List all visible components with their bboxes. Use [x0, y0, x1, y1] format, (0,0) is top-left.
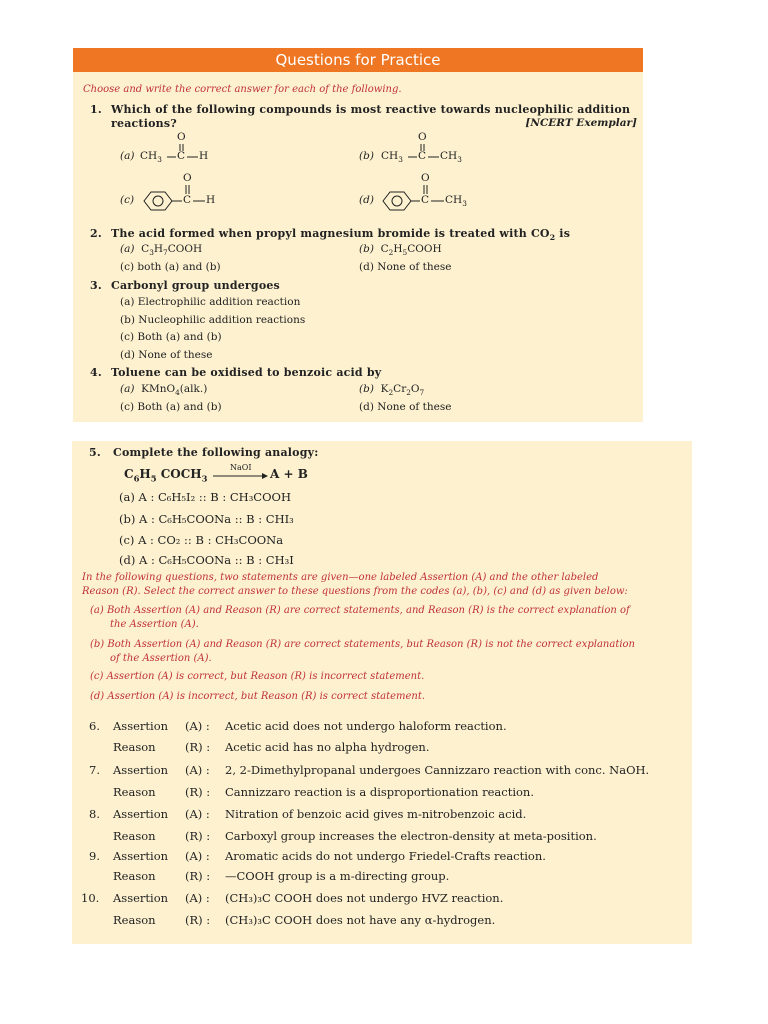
q1-text-cont: reactions?	[111, 117, 177, 130]
q5-equation-left: $C_6H_5$ $COCH_3$	[124, 467, 208, 484]
q4-opt-a: (a) KMnO$_4$(alk.)	[120, 383, 208, 398]
q1-opt-a-carbon: C	[177, 150, 186, 162]
code-a-line-1: (a) Both Assertion (A) and Reason (R) are correct statements, and Reason (R) is the correct explanation of	[90, 605, 630, 616]
q3-number: 3.	[90, 279, 102, 292]
q1-opt-c-oxygen: O	[183, 172, 192, 184]
q1-opt-c-label: (c)	[120, 194, 135, 206]
q5-opt-b: (b) A : C₆H₅COONa :: B : CHI₃	[119, 512, 294, 526]
q1-opt-d-right: $CH_3$	[445, 194, 467, 209]
q1-opt-a-label: (a)	[120, 150, 135, 162]
q3-opt-c: (c) Both (a) and (b)	[120, 331, 222, 343]
q1-opt-b-right: $CH_3$	[440, 150, 462, 165]
q1-opt-c-right: H	[206, 194, 216, 206]
code-b-line-1: (b) Both Assertion (A) and Reason (R) are correct statements, but Reason (R) is not the correct explanation	[90, 639, 635, 650]
code-d: (d) Assertion (A) is incorrect, but Reason (R) is correct statement.	[90, 691, 426, 702]
q1-opt-d-carbon: C	[421, 194, 430, 206]
q1-opt-b-left: $CH_3$	[381, 150, 403, 165]
q1-text: Which of the following compounds is most reactive towards nucleophilic addition	[111, 103, 631, 116]
q3-opt-b: (b) Nucleophilic addition reactions	[120, 314, 306, 326]
section-header: Questions for Practice	[73, 48, 643, 72]
q2-opt-a: (a) $C_3H_7COOH$	[120, 243, 203, 258]
q1-opt-a-oxygen: O	[177, 131, 186, 143]
q5-equation-right: A + B	[270, 467, 308, 481]
reaction-arrow-icon	[72, 441, 73, 442]
instruction: Choose and write the correct answer for each of the following.	[83, 84, 402, 95]
q5-arrow-label: NaOI	[230, 463, 252, 472]
assertion-intro-line-2: Reason (R). Select the correct answer to these questions from the codes (a), (b), (c) and (d) as given below:	[82, 586, 628, 597]
q1-opt-a-right: H	[199, 150, 209, 162]
q5-number: 5.	[89, 446, 101, 459]
q1-opt-c-carbon: C	[183, 194, 192, 206]
q3-opt-d: (d) None of these	[120, 349, 213, 361]
q5-opt-a: (a) A : C₆H₅I₂ :: B : CH₃COOH	[119, 490, 291, 504]
q4-opt-b: (b) $K_2Cr_2O_7$	[359, 383, 425, 398]
benzene-ring-icon	[73, 48, 74, 49]
practice-panel-2: 5. Complete the following analogy: $C_6H_5$ $COCH_3$ NaOI A + B (a) A : C₆H₅I₂ :: B : CH₃COOH (b) A : C₆H₅COONa :: B : CHI₃ (c) A : CO₂ :: B : CH₃COONa (d) A : C₆H₅COONa :: B : CH₃I In the following questions, two statements are given—one labeled Assertion (A) and the other labeled Reason (R). Select the correct answer to these questions from the codes (a), (b), (c) and (d) as given below: (a) Both Assertion (A) and Reason (R) are correct statements, and Reason (R) is the correct explanation of the Assertion (A). (b) Both Assertion (A) and Reason (R) are correct statements, but Reason (R) is not the correct explanation of the Assertion (A). (c) Assertion (A) is correct, but Reason (R) is incorrect statement. (d) Assertion (A) is incorrect, but Reason (R) is correct statement. 6. Assertion (A) : Acetic acid does not undergo haloform reaction. Reason (R) : Acetic acid has no alpha hydrogen. 7. Assertion (A) : 2, 2-Dimethylpropanal undergoes Cannizzaro reaction with conc. NaOH. Reason (R) : Cannizzaro reaction is a disproportionation reaction. 8. Assertion (A) : Nitration of benzoic acid gives m-nitrobenzoic acid. Reason (R) : Carboxyl group increases the electron-density at meta-position. 9. Assertion (A) : Aromatic acids do not undergo Friedel-Crafts reaction. Reason (R) : —COOH group is a m-directing group. 10. Assertion (A) : (CH₃)₃C COOH does not undergo HVZ reaction. Reason (R) : (CH₃)₃C COOH does not have any α-hydrogen.	[72, 441, 692, 944]
q4-text: Toluene can be oxidised to benzoic acid by	[111, 366, 382, 379]
q1-opt-a-left: $CH_3$	[140, 150, 162, 165]
q2-text: The acid formed when propyl magnesium bromide is treated with $CO_2$ is	[111, 227, 571, 243]
q1-opt-b-carbon: C	[418, 150, 427, 162]
code-b-line-2: of the Assertion (A).	[110, 653, 212, 664]
assertion-intro-line-1: In the following questions, two statements are given—one labeled Assertion (A) and the other labeled	[82, 572, 599, 583]
q1-number: 1.	[90, 103, 102, 116]
q1-source: [NCERT Exemplar]	[525, 117, 637, 129]
q1-opt-b-oxygen: O	[418, 131, 427, 143]
code-a-line-2: the Assertion (A).	[110, 619, 199, 630]
q2-opt-b: (b) $C_2H_5COOH$	[359, 243, 442, 258]
q2-number: 2.	[90, 227, 102, 240]
q3-text: Carbonyl group undergoes	[111, 279, 280, 292]
q5-text: Complete the following analogy:	[113, 446, 319, 459]
q5-opt-c: (c) A : CO₂ :: B : CH₃COONa	[119, 533, 284, 547]
practice-panel-1	[73, 48, 643, 422]
q4-number: 4.	[90, 366, 102, 379]
q3-opt-a: (a) Electrophilic addition reaction	[120, 296, 301, 308]
q1-opt-b-label: (b)	[359, 150, 374, 162]
code-c: (c) Assertion (A) is correct, but Reason (R) is incorrect statement.	[90, 671, 425, 682]
q4-opt-d: (d) None of these	[359, 401, 452, 413]
q1-opt-d-oxygen: O	[421, 172, 430, 184]
q2-opt-c: (c) both (a) and (b)	[120, 261, 221, 273]
q5-opt-d: (d) A : C₆H₅COONa :: B : CH₃I	[119, 553, 294, 567]
q2-opt-d: (d) None of these	[359, 261, 452, 273]
q1-opt-d-label: (d)	[359, 194, 374, 206]
q4-opt-c: (c) Both (a) and (b)	[120, 401, 222, 413]
